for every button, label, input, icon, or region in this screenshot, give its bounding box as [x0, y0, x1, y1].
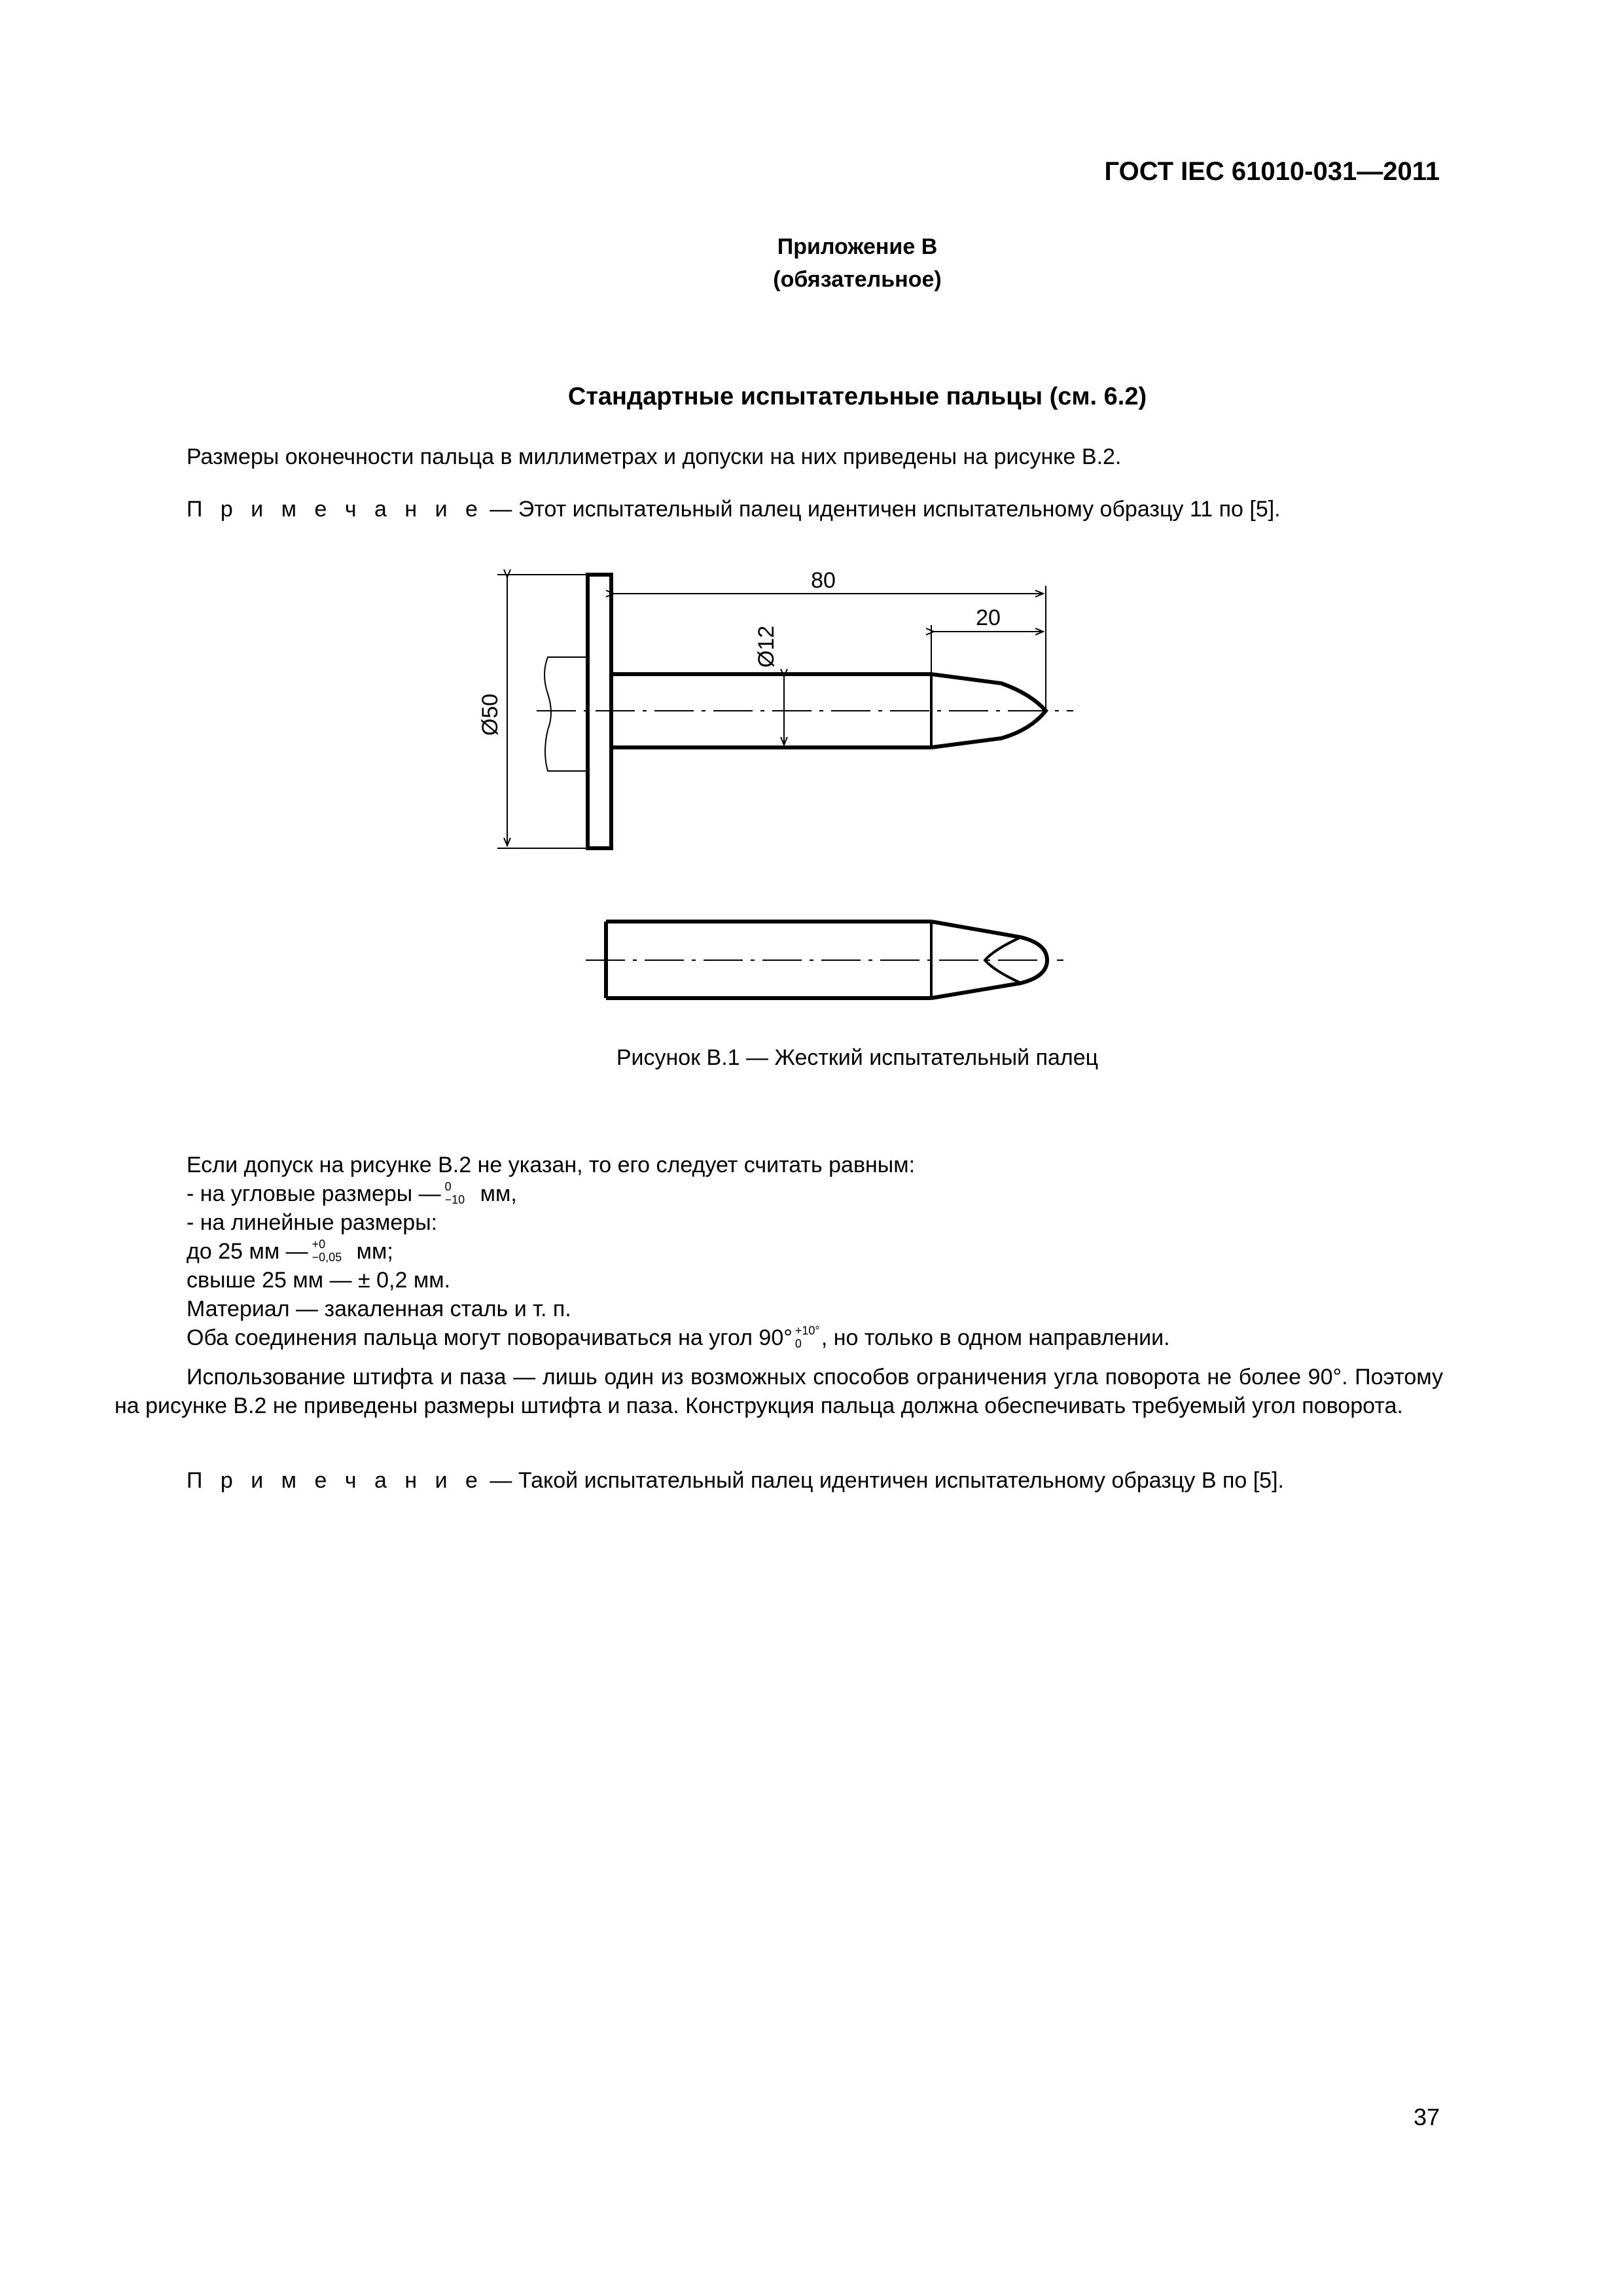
tolerance-linear: - на линейные размеры:: [187, 1210, 438, 1235]
dim-label-20: 20: [976, 605, 1001, 630]
note-text: — Такой испытательный палец идентичен испытательному образцу В по [5].: [483, 1468, 1284, 1493]
figure-caption-text: Рисунок В.1 — Жесткий испытательный палец: [616, 1045, 1099, 1070]
tolerance-upto25: до 25 мм — +0 −0,05 мм;: [187, 1238, 393, 1264]
body-note: [187, 1466, 1284, 1496]
note-text: — Этот испытательный палец идентичен испытательному образцу 11 по [5].: [483, 497, 1281, 522]
tolerance-list: [187, 1151, 1170, 1352]
section-title-text: Стандартные испытательные пальцы (см. 6.2): [567, 383, 1147, 410]
dim-label-d12: Ø12: [754, 625, 779, 668]
material-line: Материал — закаленная сталь и т. п.: [187, 1297, 571, 1321]
dim-label-80: 80: [811, 568, 836, 593]
figure-caption: [0, 1045, 1623, 1071]
page-number: 37: [1413, 2104, 1440, 2130]
tolerance-angular: - на угловые размеры — 0 −10 мм,: [187, 1180, 517, 1206]
pin-paragraph: Использование штифта и паза — лишь один из возможных способов ограничения угла поворота не более 90°. Поэтому на рисунке В.2 не приведены размеры штифта и паза. Конструкция пальца должна обеспечивать требуемый угол поворота.: [115, 1365, 1443, 1418]
note-label: П р и м е ч а н и е: [187, 1468, 484, 1493]
rotation-line: Оба соединения пальца могут поворачиваться на угол 90° +10° 0 , но только в одном направлении.: [187, 1324, 1170, 1350]
annex-subtitle: (обязательное): [773, 267, 942, 292]
intro-paragraph: Размеры оконечности пальца в миллиметрах и допуски на них приведены на рисунке В.2.: [187, 444, 1122, 469]
tolerance-intro: Если допуск на рисунке В.2 не указан, то его следует считать равным:: [187, 1153, 916, 1177]
standard-id: ГОСТ IEC 61010-031—2011: [1104, 157, 1440, 186]
tolerance-over25: свыше 25 мм — ± 0,2 мм.: [187, 1268, 451, 1293]
dim-label-d50: Ø50: [478, 693, 503, 736]
handle-stub: [544, 657, 588, 771]
note-label: П р и м е ч а н и е: [187, 497, 484, 522]
annex-title: Приложение В: [777, 234, 938, 259]
